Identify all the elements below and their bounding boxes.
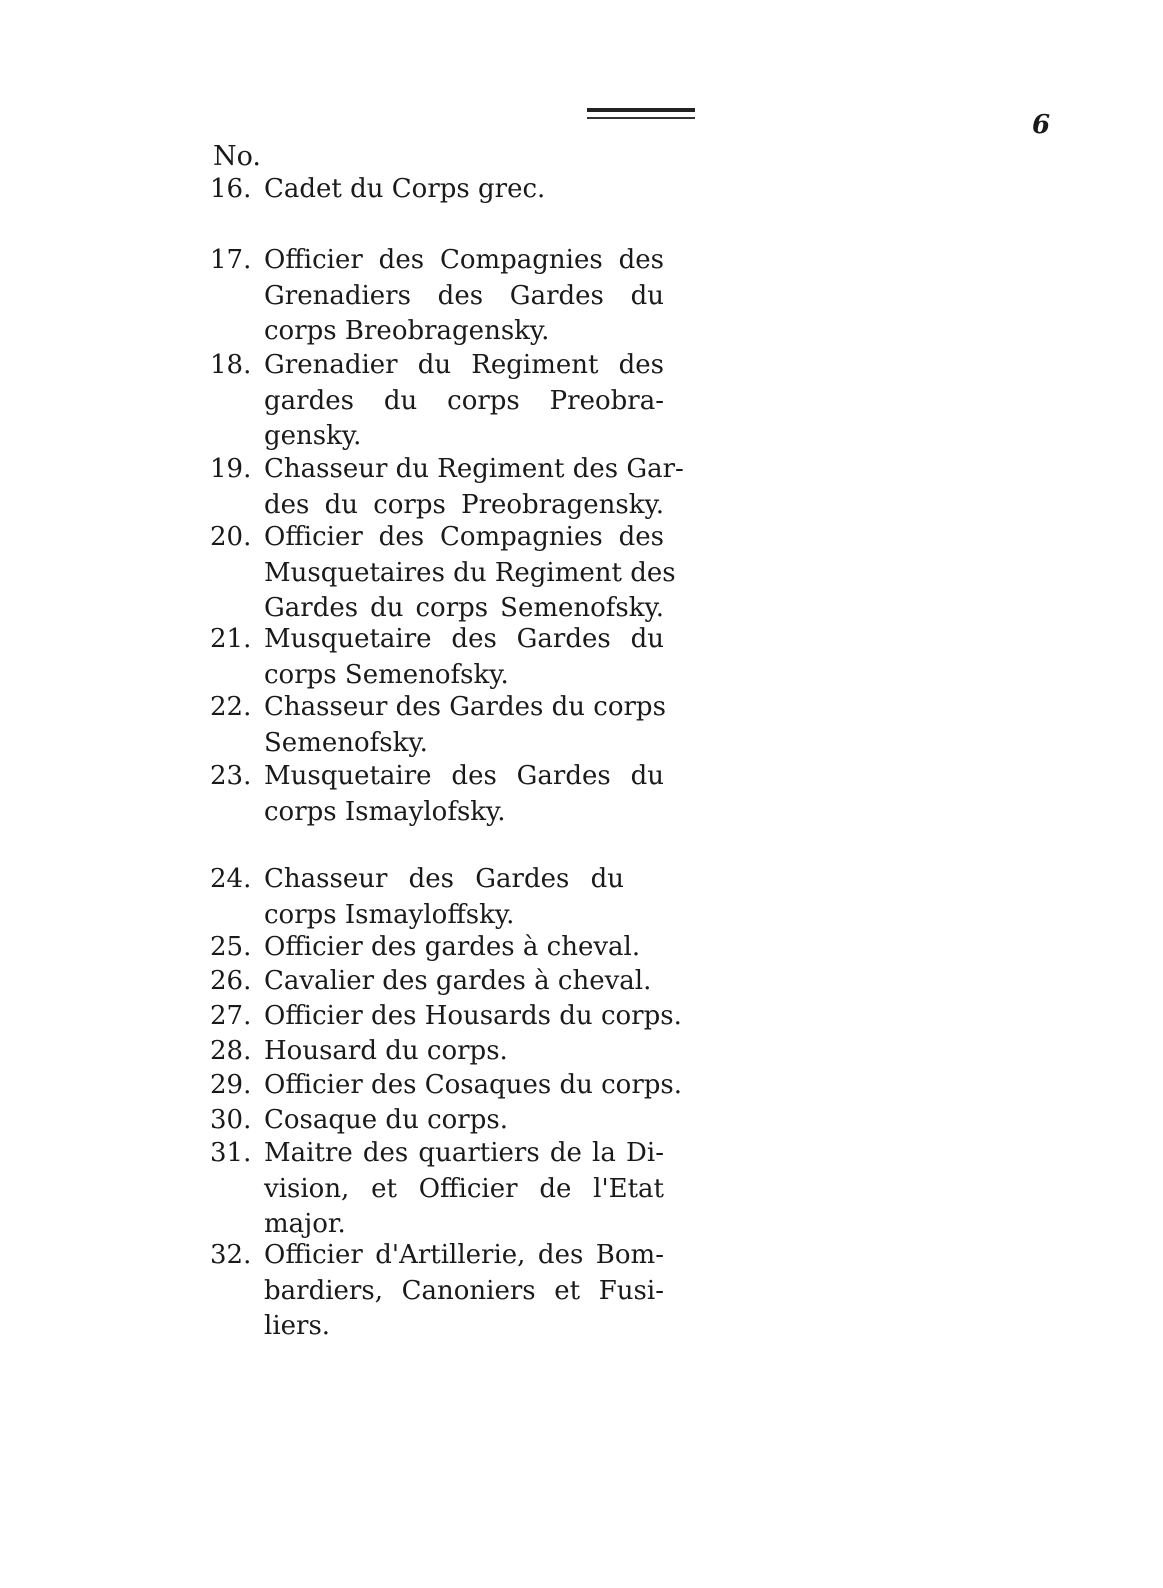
header-rule-thick bbox=[587, 108, 695, 112]
entry-number: 23. bbox=[210, 761, 252, 791]
entry-number: 17. bbox=[210, 245, 252, 275]
entry-text-line: Officier des Cosaques du corps. bbox=[264, 1070, 683, 1100]
entry-number: 16. bbox=[210, 174, 252, 204]
entry-text-line: bardiers, Canoniers et Fusi- bbox=[264, 1275, 664, 1306]
entry-text-line: Cadet du Corps grec. bbox=[264, 174, 546, 204]
entry-number: 18. bbox=[210, 350, 252, 380]
entry-text-line: Chasseur des Gardes du corps bbox=[264, 692, 666, 722]
entry-number: 26. bbox=[210, 966, 252, 996]
entry-text-line: corps Ismayloffsky. bbox=[264, 899, 515, 930]
entry-text-line: Cavalier des gardes à cheval. bbox=[264, 966, 652, 996]
entry-text-line: liers. bbox=[264, 1311, 331, 1341]
header-rule-thin bbox=[587, 117, 695, 119]
entry-text-line: Musquetaire des Gardes du bbox=[264, 624, 664, 654]
entry-number: 25. bbox=[210, 932, 252, 962]
entry-number: 22. bbox=[210, 692, 252, 722]
entry-text-line: Semenofsky. bbox=[264, 727, 428, 758]
entry-text-line: corps Ismaylofsky. bbox=[264, 796, 506, 827]
number-column-label: No. bbox=[213, 141, 261, 172]
entry-number: 27. bbox=[210, 1001, 252, 1031]
entry-number: 21. bbox=[210, 624, 252, 654]
page-number: 6 bbox=[1032, 110, 1051, 140]
entry-text-line: Chasseur du Regiment des Gar- bbox=[264, 454, 684, 484]
entry-text-line: Housard du corps. bbox=[264, 1036, 508, 1066]
entry-number: 20. bbox=[210, 522, 252, 552]
entry-number: 32. bbox=[210, 1240, 252, 1270]
entry-text-line: Chasseur des Gardes du bbox=[264, 864, 624, 894]
entry-text-line: des du corps Preobragensky. bbox=[264, 489, 664, 520]
entry-text-line: Gardes du corps Semenofsky. bbox=[264, 593, 664, 623]
entry-text-line: Maitre des quartiers de la Di- bbox=[264, 1138, 664, 1168]
entry-text-line: vision, et Officier de l'Etat bbox=[264, 1173, 664, 1204]
entry-text-line: Grenadiers des Gardes du bbox=[264, 280, 664, 311]
header-rule bbox=[587, 108, 695, 122]
entry-text-line: Grenadier du Regiment des bbox=[264, 350, 664, 380]
entry-text-line: gensky. bbox=[264, 421, 362, 451]
entry-text-line: corps Semenofsky. bbox=[264, 659, 509, 690]
entry-text-line: Musquetaires du Regiment des bbox=[264, 557, 676, 588]
entry-number: 31. bbox=[210, 1138, 252, 1168]
entry-text-line: Officier des Compagnies des bbox=[264, 522, 664, 552]
entry-text-line: Musquetaire des Gardes du bbox=[264, 761, 664, 791]
entry-text-line: Officier des Housards du corps. bbox=[264, 1001, 682, 1031]
entry-number: 29. bbox=[210, 1070, 252, 1100]
entry-text-line: corps Breobragensky. bbox=[264, 316, 550, 346]
entry-text-line: Officier des gardes à cheval. bbox=[264, 932, 641, 962]
entry-number: 19. bbox=[210, 454, 252, 484]
entry-text-line: major. bbox=[264, 1209, 346, 1239]
entry-text-line: Cosaque du corps. bbox=[264, 1105, 508, 1135]
entry-text-line: gardes du corps Preobra- bbox=[264, 385, 664, 416]
entry-number: 28. bbox=[210, 1036, 252, 1066]
entry-text-line: Officier des Compagnies des bbox=[264, 245, 664, 275]
entry-text-line: Officier d'Artillerie, des Bom- bbox=[264, 1240, 664, 1270]
entry-number: 24. bbox=[210, 864, 252, 894]
entry-number: 30. bbox=[210, 1105, 252, 1135]
